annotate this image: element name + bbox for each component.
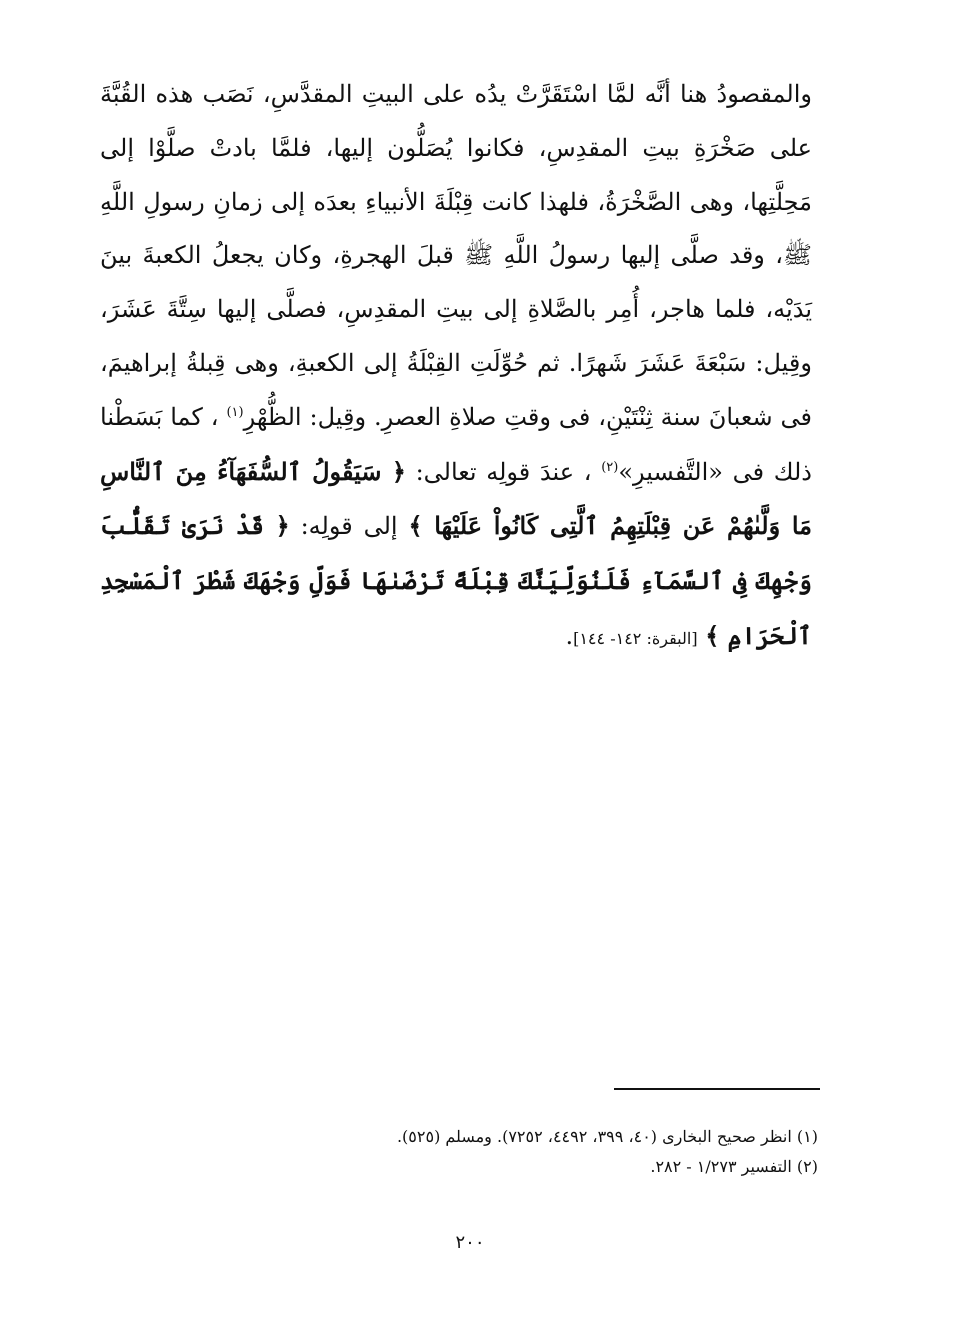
body-text-part-2: ، كما بَسَطْنا ذلك فى «التَّفسيرِ» bbox=[100, 402, 812, 486]
quran-verse-2: ﴿ قَدْ نَرَىٰ تَقَلُّبَ وَجْهِكَ فِى ٱلسَّمَآءِ فَلَنُوَلِّيَنَّكَ قِبْلَةً تَرْضَىٰهَا فَوَلِّ وَجْهَكَ شَطْرَ ٱلْمَسْجِدِ ٱلْحَرَامِ ﴾ bbox=[100, 511, 812, 650]
footnote-1: (١) انظر صحيح البخارى (٤٠، ٣٩٩، ٤٤٩٢، ٧٢٥٢). ومسلم (٥٢٥). bbox=[396, 1127, 818, 1146]
footnote-2: (٢) التفسير ١/٢٧٣ - ٢٨٢. bbox=[650, 1157, 818, 1176]
surah-reference: [البقرة: ١٤٢- ١٤٤] bbox=[573, 628, 698, 648]
body-text-part-3: ، عندَ قولِه تعالى: bbox=[415, 457, 592, 486]
closing-period: . bbox=[565, 621, 574, 650]
main-paragraph bbox=[100, 68, 812, 666]
body-text-part-1: والمقصودُ هنا أنَّه لمَّا اسْتَقَرَّتْ يدُه على البيتِ المقدَّسِ، نَصَب هذه القُبَّةَ على صَخْرَةِ بيتِ المقدِسِ، فكانوا يُصَلُّون إليها، فلمَّا بادتْ صلَّوْا إلى مَحِلَّتِها، وهى الصَّخْرَةُ، فلهذا كانت قِبْلَةَ الأنبياءِ بعدَه إلى زمانِ رسولِ اللَّهِ ﷺ، وقد صلَّى إليها رسولُ اللَّهِ ﷺ قبلَ الهجرةِ، وكان يجعلُ الكعبةَ بينَ يَدَيْه، فلما هاجر، أُمِر بالصَّلاةِ إلى بيتِ المقدِسِ، فصلَّى إليها سِتَّةَ عَشَرَ، وقِيل: سَبْعَةَ عَشَرَ شَهرًا. ثم حُوِّلَتِ القِبْلَةُ إلى الكعبةِ، وهى قِبلةُ إبراهيمَ، فى شعبانَ سنة ثِنْتَيْنِ، فى وقتِ صلاةِ العصرِ. وقِيل: الظُّهْرِ bbox=[100, 80, 812, 431]
footnote-divider bbox=[614, 1088, 820, 1090]
page-number: ٢٠٠ bbox=[455, 1232, 485, 1253]
quran-verse-1: ﴿ سَيَقُولُ ٱلسُّفَهَآءُ مِنَ ٱلنَّاسِ مَا وَلَّىٰهُمْ عَن قِبْلَتِهِمُ ٱلَّتِى كَانُواْ عَلَيْهَا ﴾ bbox=[100, 456, 812, 541]
footnotes bbox=[150, 1122, 818, 1182]
body-text-part-4: إلى قولِه: bbox=[300, 512, 398, 541]
footnote-ref-1[interactable]: (١) bbox=[226, 404, 244, 420]
footnote-ref-2[interactable]: (٢) bbox=[601, 459, 619, 475]
